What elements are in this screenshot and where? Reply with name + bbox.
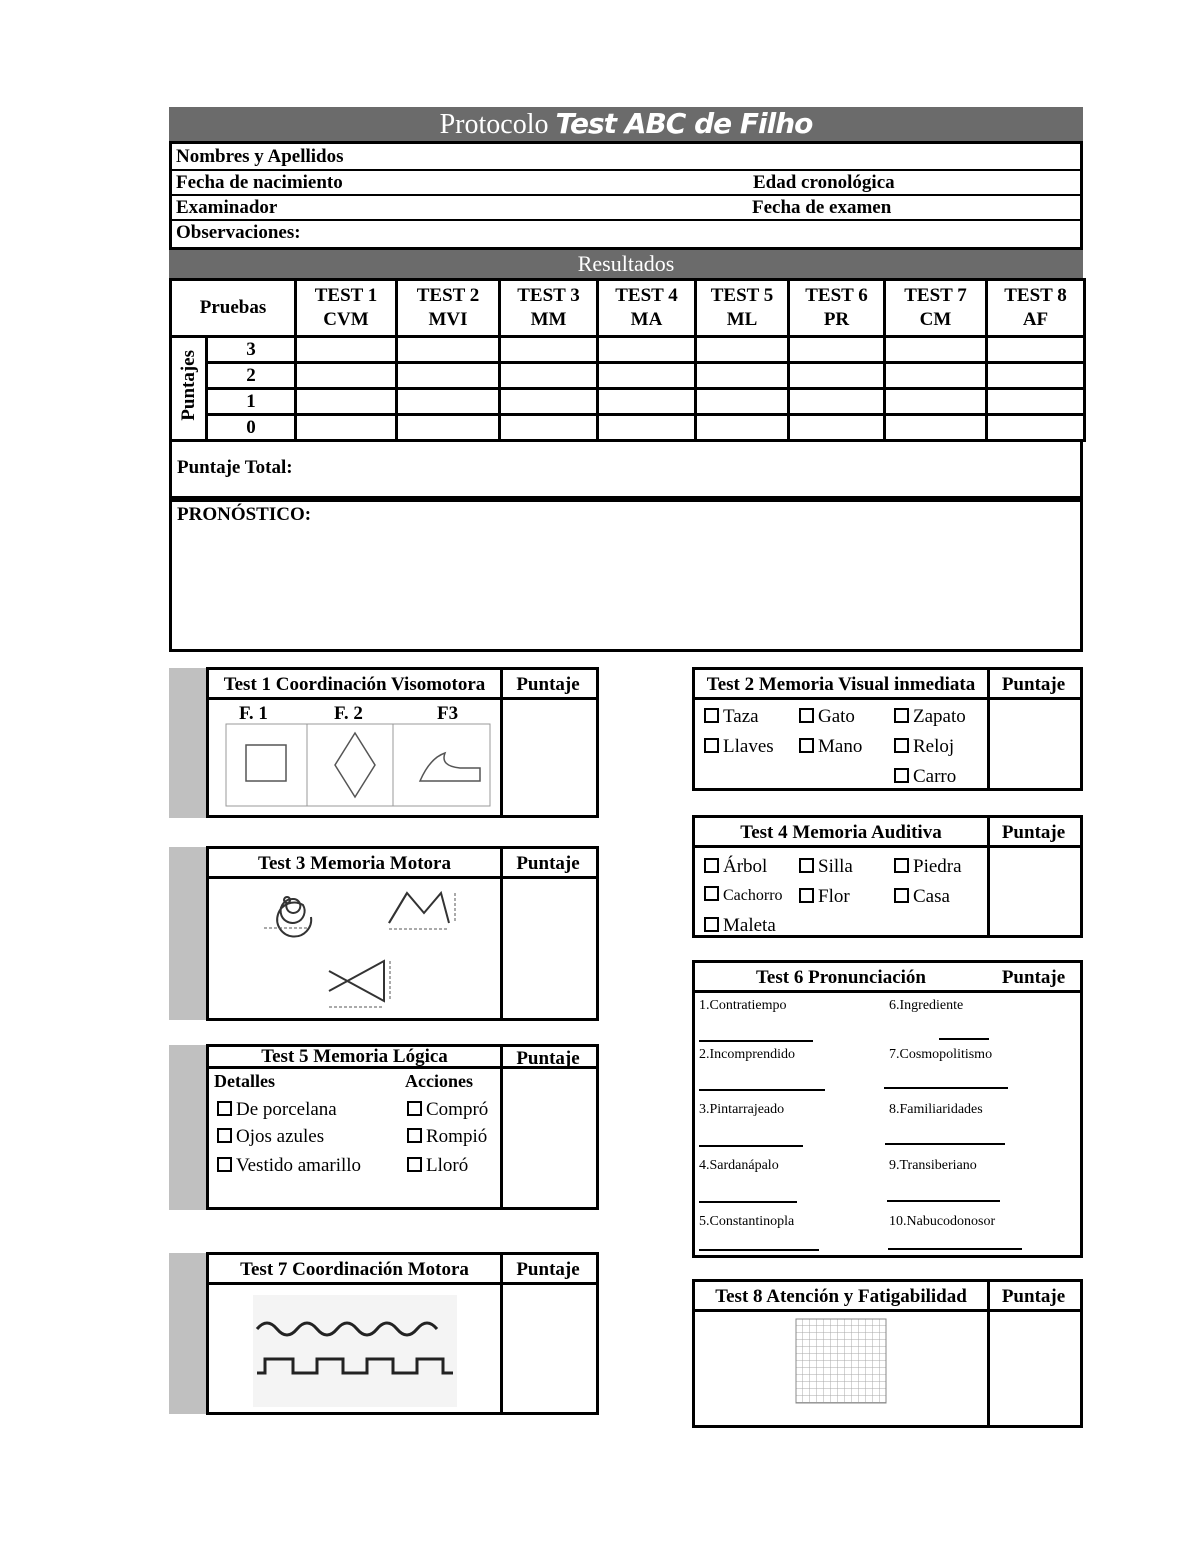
checkbox-icon	[217, 1128, 232, 1143]
answer-line[interactable]	[888, 1248, 1022, 1250]
score-cell[interactable]	[987, 415, 1085, 441]
score-cell[interactable]	[987, 389, 1085, 415]
detalles-label: Detalles	[214, 1071, 275, 1091]
test2-box	[692, 667, 1083, 791]
score-cell[interactable]	[598, 389, 696, 415]
score-cell[interactable]	[789, 415, 885, 441]
word: 9.Transiberiano	[889, 1158, 977, 1173]
info-row-observaciones[interactable]	[172, 221, 1080, 247]
test5-side-tab	[169, 1045, 206, 1210]
patient-info	[169, 141, 1083, 250]
answer-line[interactable]	[699, 1249, 819, 1251]
examinador-label: Examinador	[176, 197, 278, 218]
info-row-nombres[interactable]	[172, 144, 1080, 171]
test7-side-tab	[169, 1253, 206, 1414]
checkbox-icon	[217, 1101, 232, 1116]
score-row-1	[171, 389, 1085, 415]
score-cell[interactable]	[987, 337, 1085, 363]
drawing-background	[253, 1295, 457, 1407]
score-cell[interactable]	[789, 363, 885, 389]
motor-memory-drawing	[249, 883, 479, 1013]
score-cell[interactable]	[885, 389, 987, 415]
test4-puntaje-cell[interactable]	[990, 848, 1080, 935]
acciones-label: Acciones	[405, 1071, 473, 1091]
test6-puntaje-label: Puntaje	[987, 963, 1080, 993]
score-value: 1	[207, 389, 296, 415]
test7-title: Test 7 Coordinación Motora	[209, 1255, 500, 1285]
detalle-vestido[interactable]: Vestido amarillo	[217, 1155, 361, 1177]
score-cell[interactable]	[296, 415, 397, 441]
item-gato[interactable]: Gato	[799, 706, 855, 728]
score-cell[interactable]	[598, 363, 696, 389]
test1-side-tab	[169, 668, 206, 818]
zigzag-figure	[389, 893, 449, 923]
word: 2.Incomprendido	[699, 1047, 796, 1062]
answer-line[interactable]	[939, 1038, 989, 1040]
item-reloj[interactable]: Reloj	[894, 736, 954, 758]
score-cell[interactable]	[500, 415, 598, 441]
item-casa[interactable]: Casa	[894, 886, 950, 908]
checkbox-icon	[799, 888, 814, 903]
figures-frame	[226, 724, 490, 806]
test1-title: Test 1 Coordinación Visomotora	[209, 670, 500, 700]
score-cell[interactable]	[885, 337, 987, 363]
score-cell[interactable]	[500, 337, 598, 363]
item-piedra[interactable]: Piedra	[894, 856, 962, 878]
test2-title: Test 2 Memoria Visual inmediata	[695, 670, 987, 700]
diamond-figure	[335, 733, 375, 797]
score-cell[interactable]	[696, 389, 789, 415]
fig-label: F3	[437, 703, 459, 724]
checkbox-icon	[799, 858, 814, 873]
title-script: Test ABC de Filho	[555, 107, 813, 140]
item-cachorro[interactable]: Cachorro	[704, 886, 783, 905]
word: 4.Sardanápalo	[699, 1158, 779, 1173]
detalle-ojos[interactable]: Ojos azules	[217, 1126, 324, 1148]
test7-puntaje-label: Puntaje	[500, 1255, 596, 1285]
curved-figure	[420, 753, 480, 781]
attention-grid-drawing	[795, 1318, 890, 1408]
pronostico-field[interactable]	[169, 499, 1083, 652]
test4-box	[692, 815, 1083, 938]
test6-title: Test 6 Pronunciación	[695, 963, 987, 993]
word: 1.Contratiempo	[699, 998, 787, 1013]
test-header: TEST 5 ML	[696, 280, 789, 337]
test3-title: Test 3 Memoria Motora	[209, 849, 500, 879]
test-header: TEST 8 AF	[987, 280, 1085, 337]
test2-puntaje-cell[interactable]	[990, 700, 1080, 788]
test7-box	[206, 1252, 599, 1415]
checkbox-icon	[407, 1128, 422, 1143]
score-cell[interactable]	[789, 389, 885, 415]
score-row-0	[171, 415, 1085, 441]
fecha-examen-label: Fecha de examen	[752, 197, 892, 218]
score-row-3	[171, 337, 1085, 363]
score-cell[interactable]	[397, 337, 500, 363]
test1-box	[206, 667, 599, 818]
test1-puntaje-cell[interactable]	[503, 700, 596, 815]
score-cell[interactable]	[696, 337, 789, 363]
checkbox-icon	[799, 708, 814, 723]
test4-puntaje-label: Puntaje	[987, 818, 1080, 848]
results-title: Resultados	[169, 250, 1083, 278]
item-silla[interactable]: Silla	[799, 856, 853, 878]
test8-title: Test 8 Atención y Fatigabilidad	[695, 1282, 987, 1312]
test-header: TEST 6 PR	[789, 280, 885, 337]
puntajes-label: Puntajes	[178, 350, 199, 421]
puntaje-total-field[interactable]	[169, 441, 1083, 499]
puntaje-total-label: Puntaje Total:	[177, 457, 293, 478]
test3-side-tab	[169, 847, 206, 1020]
test8-puntaje-label: Puntaje	[987, 1282, 1080, 1312]
score-cell[interactable]	[296, 363, 397, 389]
checkbox-icon	[799, 738, 814, 753]
fig-label: F. 1	[239, 703, 268, 724]
test-header: TEST 2 MVI	[397, 280, 500, 337]
checkbox-icon	[894, 708, 909, 723]
test8-box	[692, 1279, 1083, 1428]
score-cell[interactable]	[500, 389, 598, 415]
item-mano[interactable]: Mano	[799, 736, 862, 758]
results-table	[169, 278, 1086, 442]
item-carro[interactable]: Carro	[894, 766, 956, 787]
checkbox-icon	[894, 768, 909, 783]
item-maleta[interactable]: Maleta	[704, 915, 776, 935]
nombres-label: Nombres y Apellidos	[176, 146, 344, 167]
word: 10.Nabucodonosor	[889, 1214, 996, 1229]
score-cell[interactable]	[397, 389, 500, 415]
fecha-nac-label: Fecha de nacimiento	[176, 172, 343, 193]
pruebas-header: Pruebas	[171, 280, 296, 337]
item-arbol[interactable]: Árbol	[704, 856, 767, 878]
pronunciation-list	[695, 993, 1080, 1255]
results-header-row	[171, 280, 1085, 337]
test3-puntaje-label: Puntaje	[500, 849, 596, 879]
answer-line[interactable]	[699, 1201, 797, 1203]
score-value: 3	[207, 337, 296, 363]
test8-puntaje-cell[interactable]	[990, 1312, 1080, 1425]
observaciones-label: Observaciones:	[176, 222, 301, 243]
answer-line[interactable]	[699, 1089, 825, 1091]
checkbox-icon	[704, 708, 719, 723]
score-cell[interactable]	[789, 337, 885, 363]
accion-rompio[interactable]: Rompió	[407, 1126, 487, 1148]
score-cell[interactable]	[987, 363, 1085, 389]
edad-label: Edad cronológica	[753, 172, 895, 193]
test3-box	[206, 846, 599, 1021]
word: 6.Ingrediente	[889, 998, 964, 1013]
letter-grid	[796, 1319, 886, 1403]
info-row-fecha-nac[interactable]	[172, 171, 1080, 196]
checkbox-icon	[894, 888, 909, 903]
word: 5.Constantinopla	[699, 1214, 795, 1229]
score-value: 0	[207, 415, 296, 441]
test-header: TEST 7 CM	[885, 280, 987, 337]
info-row-examinador[interactable]	[172, 196, 1080, 221]
word: 7.Cosmopolitismo	[889, 1047, 993, 1062]
item-llaves[interactable]: Llaves	[704, 736, 774, 758]
checkbox-icon	[704, 886, 719, 901]
score-cell[interactable]	[397, 415, 500, 441]
figures-drawing	[225, 723, 491, 807]
test2-puntaje-label: Puntaje	[987, 670, 1080, 700]
test5-box	[206, 1044, 599, 1210]
word: 3.Pintarrajeado	[699, 1102, 785, 1117]
bowtie-figure	[329, 961, 384, 1001]
checkbox-icon	[704, 858, 719, 873]
title-prefix: Protocolo	[439, 109, 549, 140]
score-cell[interactable]	[397, 363, 500, 389]
score-row-2	[171, 363, 1085, 389]
score-cell[interactable]	[696, 415, 789, 441]
test7-puntaje-cell[interactable]	[503, 1285, 596, 1412]
item-taza[interactable]: Taza	[704, 706, 759, 728]
test5-puntaje-cell[interactable]	[503, 1069, 596, 1207]
answer-line[interactable]	[699, 1145, 803, 1147]
pronostico-label: PRONÓSTICO:	[177, 504, 312, 525]
item-flor[interactable]: Flor	[799, 886, 850, 908]
motor-coordination-drawing	[253, 1295, 457, 1407]
accion-lloro[interactable]: Lloró	[407, 1155, 468, 1177]
spiral-figure	[277, 897, 311, 937]
checkbox-icon	[704, 738, 719, 753]
checkbox-icon	[407, 1101, 422, 1116]
answer-line[interactable]	[887, 1200, 1000, 1202]
word: 8.Familiaridades	[889, 1102, 983, 1117]
protocol-title	[169, 107, 1083, 141]
score-cell[interactable]	[885, 415, 987, 441]
square-figure	[246, 745, 286, 781]
score-cell[interactable]	[598, 337, 696, 363]
test-header: TEST 3 MM	[500, 280, 598, 337]
checkbox-icon	[217, 1157, 232, 1172]
test1-puntaje-label: Puntaje	[500, 670, 596, 700]
answer-line[interactable]	[885, 1143, 1005, 1145]
test3-puntaje-cell[interactable]	[503, 879, 596, 1018]
score-cell[interactable]	[885, 363, 987, 389]
puntajes-label-cell	[171, 337, 207, 441]
score-cell[interactable]	[296, 389, 397, 415]
test1-figures	[209, 700, 500, 815]
accion-compro[interactable]: Compró	[407, 1099, 488, 1121]
item-zapato[interactable]: Zapato	[894, 706, 966, 728]
checkbox-icon	[704, 917, 719, 932]
score-cell[interactable]	[296, 337, 397, 363]
test5-puntaje-label: Puntaje	[500, 1047, 596, 1069]
test4-title: Test 4 Memoria Auditiva	[695, 818, 987, 848]
test6-box	[692, 960, 1083, 1258]
score-cell[interactable]	[598, 415, 696, 441]
fig-label: F. 2	[334, 703, 363, 724]
test-header: TEST 1 CVM	[296, 280, 397, 337]
answer-line[interactable]	[699, 1040, 813, 1042]
score-cell[interactable]	[696, 363, 789, 389]
test-header: TEST 4 MA	[598, 280, 696, 337]
checkbox-icon	[894, 858, 909, 873]
score-cell[interactable]	[500, 363, 598, 389]
score-value: 2	[207, 363, 296, 389]
checkbox-icon	[407, 1157, 422, 1172]
checkbox-icon	[894, 738, 909, 753]
test5-title: Test 5 Memoria Lógica	[209, 1047, 500, 1069]
answer-line[interactable]	[884, 1087, 1008, 1089]
detalle-porcelana[interactable]: De porcelana	[217, 1099, 337, 1121]
